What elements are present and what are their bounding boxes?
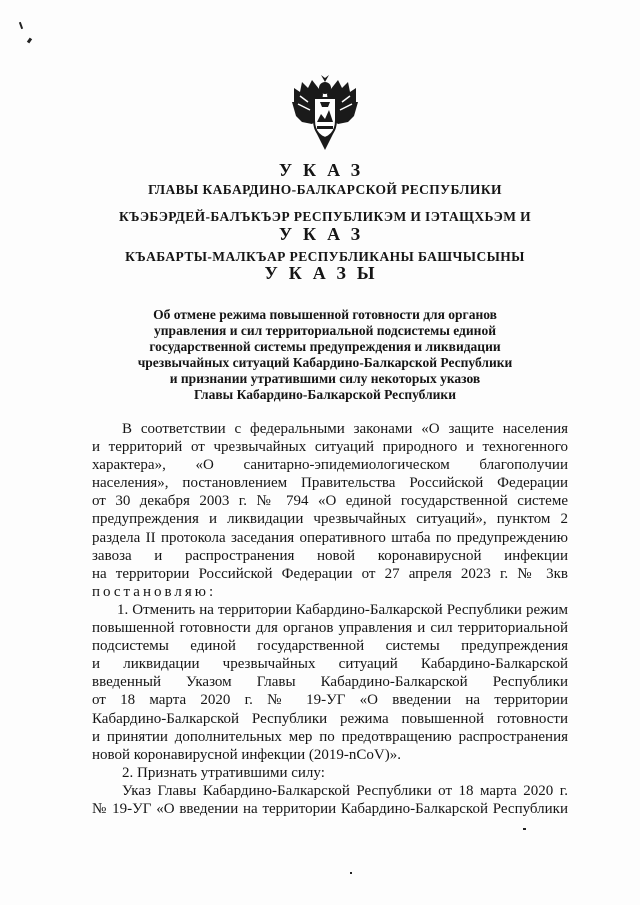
body-line: раздела II протокола заседания оперативного штаба по предупреждению	[92, 529, 568, 546]
scan-speck	[350, 872, 352, 874]
decree-heading-balkar: УКАЗЫ	[264, 263, 386, 283]
body-line: на территории Российской Федерации от 27 апреля 2023 г. № 3кв	[92, 565, 568, 582]
body-line: и ликвидации чрезвычайных ситуаций Кабардино-Балкарской	[92, 656, 568, 673]
body-line: Указ Главы Кабардино-Балкарской Республики от 18 марта 2020 г.	[122, 782, 568, 799]
issuer-title-balkar: КЪАБАРТЫ-МАЛКЪАР РЕСПУБЛИКАНЫ БАШЧЫСЫНЫ	[125, 249, 525, 264]
body-line: и территорий от чрезвычайных ситуаций природного и техногенного	[92, 439, 568, 456]
document-title-line: и признании утратившими силу некоторых указов	[169, 371, 481, 386]
document-title-line: Об отмене режима повышенной готовности для органов	[153, 307, 497, 322]
body-line: подсистемы единой государственной системы предупреждения	[92, 638, 568, 655]
document-title-line: управления и сил территориальной подсистемы единой	[154, 323, 496, 338]
coat-of-arms-emblem	[290, 72, 360, 152]
body-line: характера», «О санитарно-эпидемиологическом благополучии	[92, 457, 568, 474]
body-line: предупреждения и ликвидации чрезвычайных ситуаций», пунктом 2	[92, 511, 568, 528]
document-title	[100, 307, 550, 403]
body-line: от 18 марта 2020 г. № 19-УГ «О введении на территории	[92, 692, 568, 709]
decree-heading-ru: УКАЗ	[278, 160, 372, 180]
issuer-title-ru: ГЛАВЫ КАБАРДИНО-БАЛКАРСКОЙ РЕСПУБЛИКИ	[148, 182, 502, 197]
decree-heading-kabardian: УКАЗ	[278, 224, 372, 244]
body-line: В соответствии с федеральными законами «О защите населения	[122, 421, 568, 437]
body-line: повышенной готовности для органов управления и сил территориальной	[92, 620, 568, 637]
document-title-line: государственной системы предупреждения и ликвидации	[149, 339, 501, 354]
body-line-postanovlyayu: постановляю:	[92, 583, 217, 600]
body-line: населения», постановлением Правительства Российской Федерации	[92, 475, 568, 492]
body-line: от 30 декабря 2003 г. № 794 «О единой государственной системе	[92, 493, 568, 510]
body-line: завоза и распространения новой коронавирусной инфекции	[92, 547, 568, 564]
document-title-line: чрезвычайных ситуаций Кабардино-Балкарской Республики	[137, 355, 513, 370]
body-line: Кабардино-Балкарской Республики режима повышенной готовности	[92, 710, 568, 727]
issuer-title-kabardian: КЪЭБЭРДЕЙ-БАЛЪКЪЭР РЕСПУБЛИКЭМ И ІЭТАЩХЬЭМ И	[118, 209, 532, 224]
body-line: новой коронавирусной инфекции (2019-nCoV)».	[92, 746, 401, 763]
body-line: введенный Указом Главы Кабардино-Балкарской Республики	[92, 674, 568, 691]
body-line: № 19-УГ «О введении на территории Кабардино-Балкарской Республики	[92, 800, 568, 817]
document-body	[92, 420, 568, 818]
document-title-line: Главы Кабардино-Балкарской Республики	[193, 387, 456, 402]
scan-speck	[27, 38, 32, 44]
body-line: 1. Отменить на территории Кабардино-Балкарской Республики режим	[117, 601, 568, 618]
scan-speck	[523, 828, 526, 830]
body-line: 2. Признать утратившими силу:	[122, 764, 325, 781]
body-line: и принятии дополнительных мер по предотвращению распространения	[92, 728, 568, 745]
scan-speck	[19, 22, 23, 29]
